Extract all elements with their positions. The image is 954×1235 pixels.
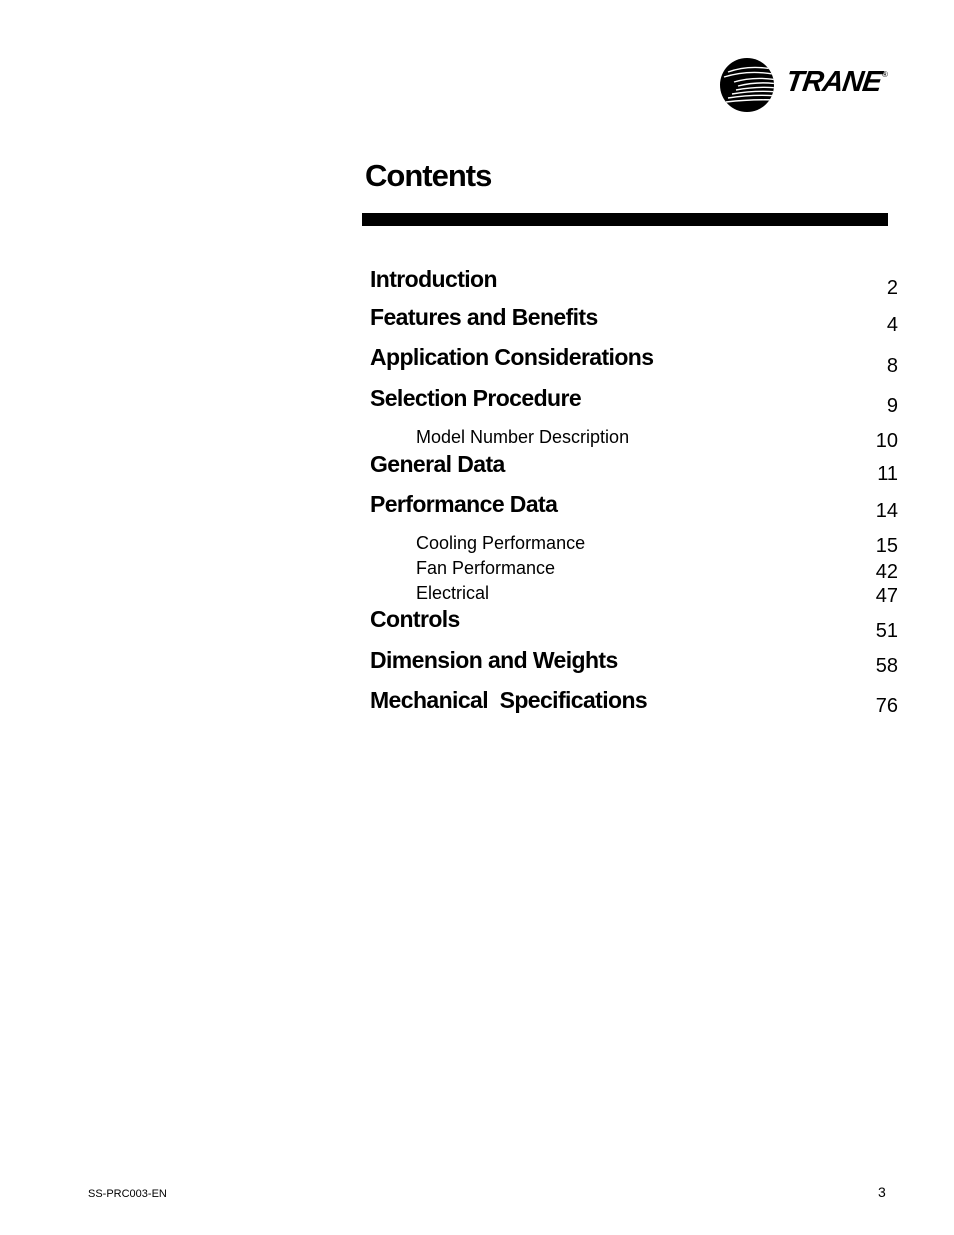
toc-page-mechanical: 76 — [875, 695, 898, 717]
title-rule — [362, 213, 888, 226]
toc-page-introduction: 2 — [886, 277, 898, 299]
registered-mark: ® — [882, 70, 888, 79]
toc-page-selection: 9 — [886, 395, 898, 417]
toc-entry-application[interactable]: Application Considerations — [370, 344, 654, 370]
toc-page-general: 11 — [877, 463, 898, 485]
toc-page-application: 8 — [886, 355, 898, 377]
toc-page-model-number: 10 — [875, 430, 898, 452]
trane-globe-icon — [718, 56, 776, 114]
trane-logo — [718, 56, 898, 114]
toc-entry-features[interactable]: Features and Benefits — [370, 304, 598, 330]
toc-entry-selection[interactable]: Selection Procedure — [370, 385, 582, 411]
toc-subentry-model-number[interactable]: Model Number Description — [416, 427, 630, 447]
toc-page-performance: 14 — [875, 500, 898, 522]
toc-page-controls: 51 — [875, 620, 898, 642]
footer-doc-code: SS-PRC003-EN — [88, 1188, 167, 1200]
toc-page-features: 4 — [886, 314, 898, 336]
toc-subentry-fan[interactable]: Fan Performance — [416, 558, 556, 578]
footer-page-number: 3 — [878, 1184, 886, 1200]
toc-entry-mechanical[interactable]: Mechanical Specifications — [370, 687, 648, 713]
toc-subentry-electrical[interactable]: Electrical — [416, 583, 490, 603]
toc-page-electrical: 47 — [875, 585, 898, 607]
toc-entry-performance[interactable]: Performance Data — [370, 491, 558, 517]
toc-entry-introduction[interactable]: Introduction — [370, 266, 497, 292]
toc-page-cooling: 15 — [875, 535, 898, 557]
page-title: Contents — [365, 158, 492, 193]
toc-page-fan: 42 — [875, 561, 898, 583]
toc-entry-general[interactable]: General Data — [370, 451, 505, 477]
toc-entry-dimension[interactable]: Dimension and Weights — [370, 647, 618, 673]
brand-name: TRANE — [783, 66, 884, 98]
toc-subentry-cooling[interactable]: Cooling Performance — [416, 533, 586, 553]
toc-entry-controls[interactable]: Controls — [370, 606, 460, 632]
toc-page-dimension: 58 — [875, 655, 898, 677]
